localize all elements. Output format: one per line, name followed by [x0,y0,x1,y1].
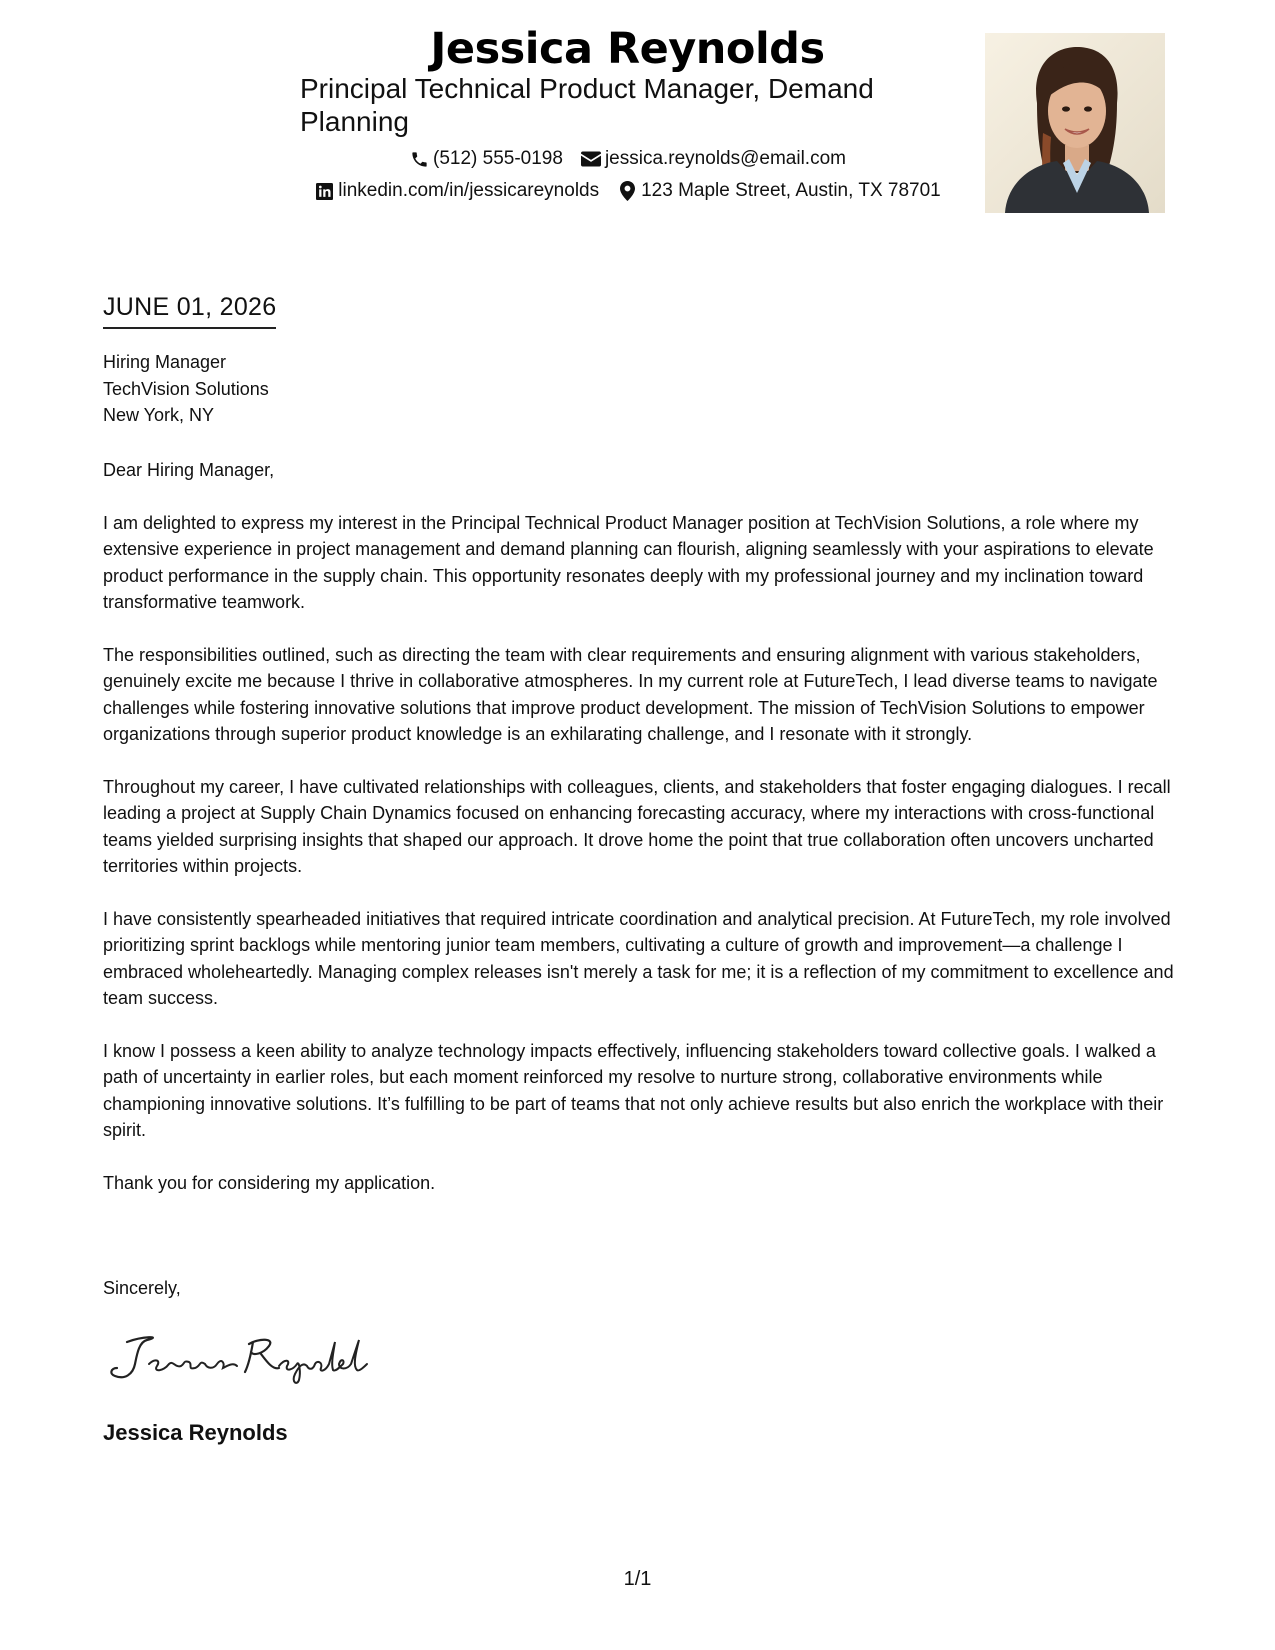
letter-body [103,457,1175,1222]
body-paragraph-1: I am delighted to express my interest in the Principal Technical Product Manager position at TechVision Solutions, a role where my extensive experience in project management and demand planning can flourish, aligning seamlessly with your aspirations to elevate product performance in the supply chain. This opportunity resonates deeply with my professional journey and my inclination toward transformative teamwork. [103,512,1154,612]
handwritten-signature [103,1328,373,1388]
phone-text: (512) 555-0198 [433,148,563,169]
body-paragraph-5: I know I possess a keen ability to analyze technology impacts effectively, influencing stakeholders toward collective goals. I walked a path of uncertainty in earlier roles, but each moment reinforced my resolve to nurture strong, collaborative environments while championing innovative solutions. It’s fulfilling to be part of teams that not only achieve results but also enrich the workplace with their spirit. [103,1040,1164,1140]
email-text[interactable]: jessica.reynolds@email.com [604,148,846,169]
letter-date: JUNE 01, 2026 [103,289,276,329]
applicant-name: Jessica Reynolds [430,24,825,74]
signer-name: Jessica Reynolds [103,1420,288,1445]
recipient-location: New York, NY [103,405,215,425]
recipient-title: Hiring Manager [103,352,227,372]
body-paragraph-2: The responsibilities outlined, such as directing the team with clear requirements and ensuring alignment with various stakeholders, genuinely excite me because I thrive in collaborative atmospheres. In my current role at FutureTech, I lead diverse teams to navigate challenges while fostering innovative solutions that improve product development. The mission of TechVision Solutions to empower organizations through superior product knowledge is an exhilarating challenge, and I resonate with it strongly. [103,644,1158,744]
linkedin-icon [314,181,334,201]
contact-row-secondary [300,178,955,204]
salutation: Dear Hiring Manager, [103,460,275,480]
letter-header [0,22,1275,222]
applicant-headline: Principal Technical Product Manager, Demand Planning [300,73,874,137]
body-paragraph-3: Throughout my career, I have cultivated relationships with colleagues, clients, and stakeholders that foster engaging dialogues. I recall leading a project at Supply Chain Dynamics focused on enhancing forecasting accuracy, where my interactions with cross-functional teams yielded surprising insights that shaped our approach. It drove home the point that true collaboration often uncovers uncharted territories within projects. [103,776,1171,876]
phone-icon [409,149,429,169]
recipient-block [103,349,269,429]
thanks-line: Thank you for considering my application. [103,1172,436,1193]
profile-photo [985,33,1165,213]
page-indicator: 1/1 [623,1568,652,1590]
closing-word: Sincerely, [103,1278,181,1298]
map-pin-icon [617,181,637,201]
body-paragraph-4: I have consistently spearheaded initiatives that required intricate coordination and analytical precision. At FutureTech, my role involved prioritizing sprint backlogs while mentoring junior team members, cultivating a culture of growth and improvement—a challenge I embraced wholeheartedly. Managing complex releases isn't merely a task for me; it is a reflection of my commitment to excellence and team success. [103,908,1174,1008]
letter-date-block [103,289,276,329]
address-text: 123 Maple Street, Austin, TX 78701 [641,180,941,201]
contact-email[interactable] [581,146,846,172]
contact-row-primary [300,146,955,172]
contact-linkedin[interactable] [314,178,599,204]
recipient-company: TechVision Solutions [103,378,269,399]
envelope-icon [581,149,601,169]
linkedin-text[interactable]: linkedin.com/in/jessicareynolds [338,180,600,201]
contact-address [617,178,941,204]
contact-phone [409,146,563,172]
